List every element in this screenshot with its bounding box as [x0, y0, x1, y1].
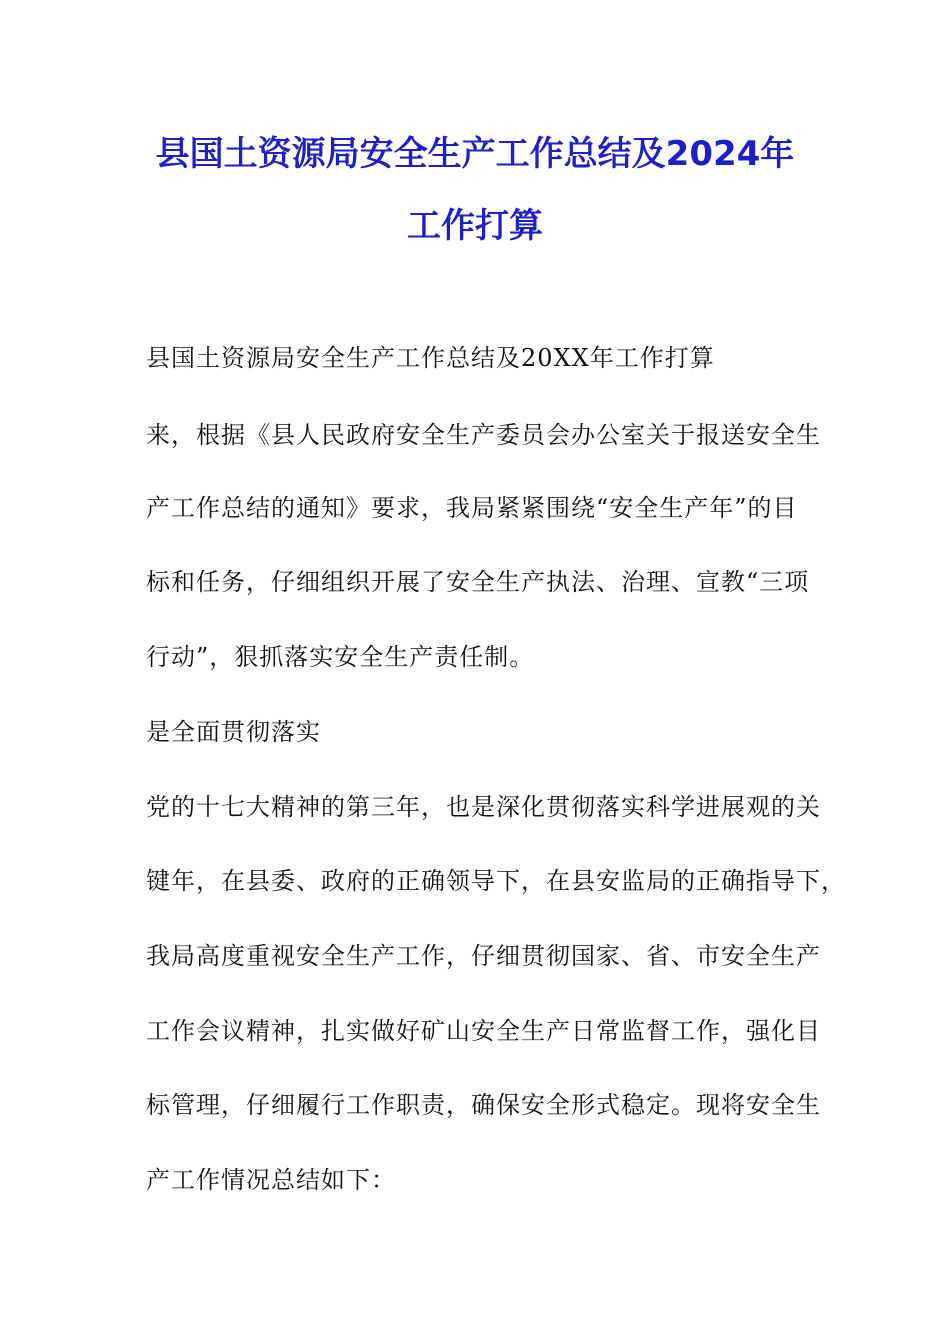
- body-line-10: 工作会议精神，扎实做好矿山安全生产日常监督工作，强化目: [146, 1017, 821, 1045]
- body-line-4: 标和任务，仔细组织开展了安全生产执法、治理、宣教“三项: [146, 568, 810, 596]
- body-line-11: 标管理，仔细履行工作职责，确保安全形式稳定。现将安全生: [146, 1091, 821, 1119]
- body-line-1: 县国土资源局安全生产工作总结及20XX年工作打算: [146, 344, 715, 372]
- body-line-7: 党的十七大精神的第三年，也是深化贯彻落实科学进展观的关: [146, 793, 821, 821]
- body-line-3: 产工作总结的通知》要求，我局紧紧围绕“安全生产年”的目: [146, 494, 798, 522]
- body-line-5: 行动”，狠抓落实安全生产责任制。: [146, 643, 535, 671]
- body-line-2: 来，根据《县人民政府安全生产委员会办公室关于报送安全生: [146, 421, 821, 449]
- body-line-6: 是全面贯彻落实: [146, 718, 321, 746]
- body-line-12: 产工作情况总结如下：: [146, 1166, 396, 1194]
- document-title-line-1: 县国土资源局安全生产工作总结及2024年: [155, 134, 795, 174]
- body-line-8: 键年，在县委、政府的正确领导下，在县安监局的正确指导下，: [146, 867, 846, 895]
- document-title-line-2: 工作打算: [407, 206, 543, 246]
- body-line-9: 我局高度重视安全生产工作，仔细贯彻国家、省、市安全生产: [146, 942, 821, 970]
